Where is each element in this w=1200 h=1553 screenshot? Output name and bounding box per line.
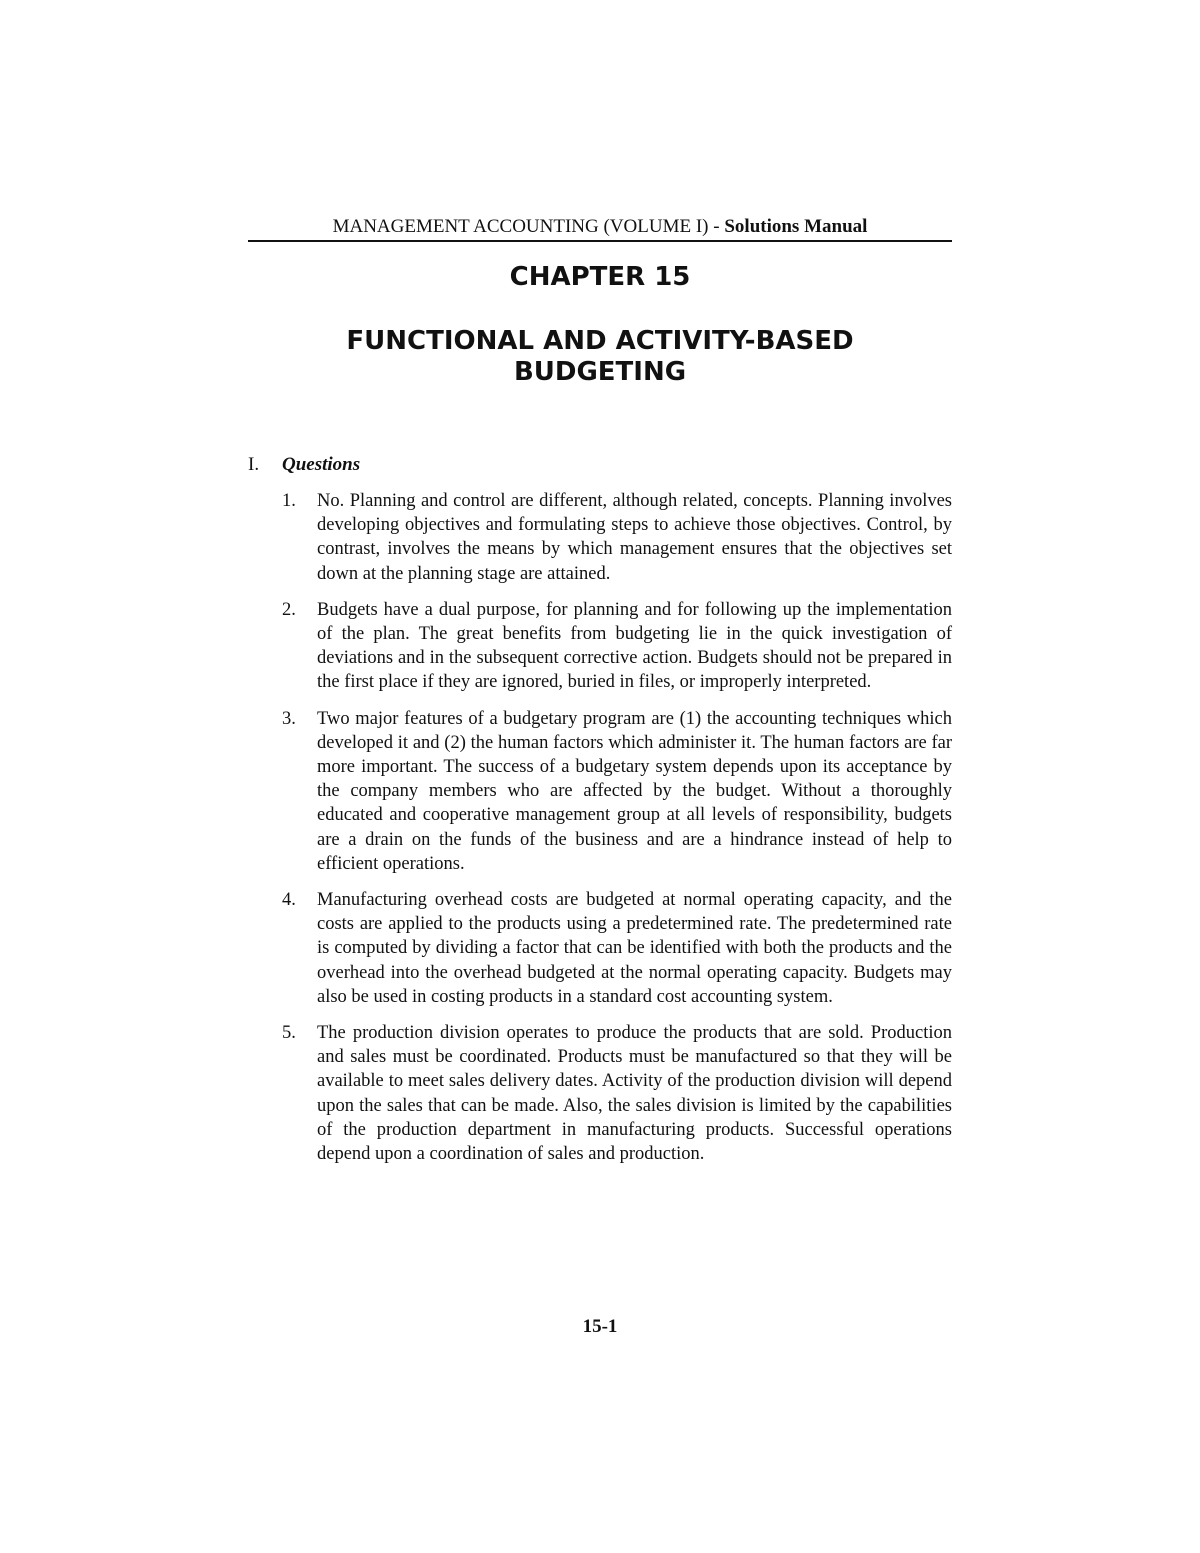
question-item	[282, 707, 952, 876]
question-number: 1.	[282, 491, 296, 511]
question-answer-text: Manufacturing overhead costs are budgeted at normal operating capacity, and the costs are applied to the products using a predetermined rate. The predetermined rate is computed by dividing a factor that can be identified with both the products and the overhead into the overhead budgeted at the normal operating capacity. Budgets may also be used in costing products in a standard cost accounting system.	[317, 890, 952, 1007]
question-answer-text: Budgets have a dual purpose, for planning and for following up the implementation of the plan. The great benefits from budgeting lie in the quick investigation of deviations and in the subsequent corrective action. Budgets should not be prepared in the first place if they are ignored, buried in files, or improperly interpreted.	[317, 599, 952, 693]
manual-label: Solutions Manual	[724, 216, 868, 237]
chapter-title	[248, 326, 952, 388]
page-number: 15-1	[582, 1316, 618, 1337]
question-number: 3.	[282, 708, 296, 729]
chapter-label: CHAPTER 15	[509, 262, 691, 292]
question-number: 2.	[282, 599, 296, 620]
question-number: 5.	[282, 1023, 296, 1044]
question-item	[282, 1021, 952, 1166]
section-heading	[248, 452, 360, 478]
chapter-title-line-2: BUDGETING	[513, 357, 687, 387]
question-item	[282, 489, 952, 586]
running-header	[248, 214, 952, 240]
section-numeral: I.	[248, 454, 260, 475]
questions-list	[282, 489, 952, 1178]
question-item	[282, 888, 952, 1009]
question-answer-text: Two major features of a budgetary program are (1) the accounting techniques which developed it and (2) the human factors which administer it. The human factors are far more important. The success of a budgetary system depends upon its acceptance by the company members who are affected by the budget. Without a thoroughly educated and cooperative management group at all levels of responsibility, budgets are a drain on the funds of the business and are a hindrance instead of help to efficient operations.	[317, 708, 952, 874]
question-answer-text: No. Planning and control are different, although related, concepts. Planning involves developing objectives and formulating steps to achieve those objectives. Control, by contrast, involves the means by which management ensures that the objectives set down at the planning stage are attained.	[317, 491, 952, 584]
header-rule	[248, 240, 952, 242]
question-answer-text: The production division operates to produce the products that are sold. Production and sales must be coordinated. Products must be manufactured so that they will be available to meet sales delivery dates. Activity of the production division will depend upon the sales that can be made. Also, the sales division is limited by the capabilities of the production department in manufacturing products. Successful operations depend upon a coordination of sales and production.	[317, 1023, 952, 1165]
book-title: MANAGEMENT ACCOUNTING (VOLUME I) -	[332, 216, 725, 237]
chapter-title-line-1: FUNCTIONAL AND ACTIVITY-BASED	[346, 326, 854, 356]
section-title: Questions	[282, 454, 361, 475]
question-number: 4.	[282, 890, 296, 911]
question-item	[282, 598, 952, 695]
